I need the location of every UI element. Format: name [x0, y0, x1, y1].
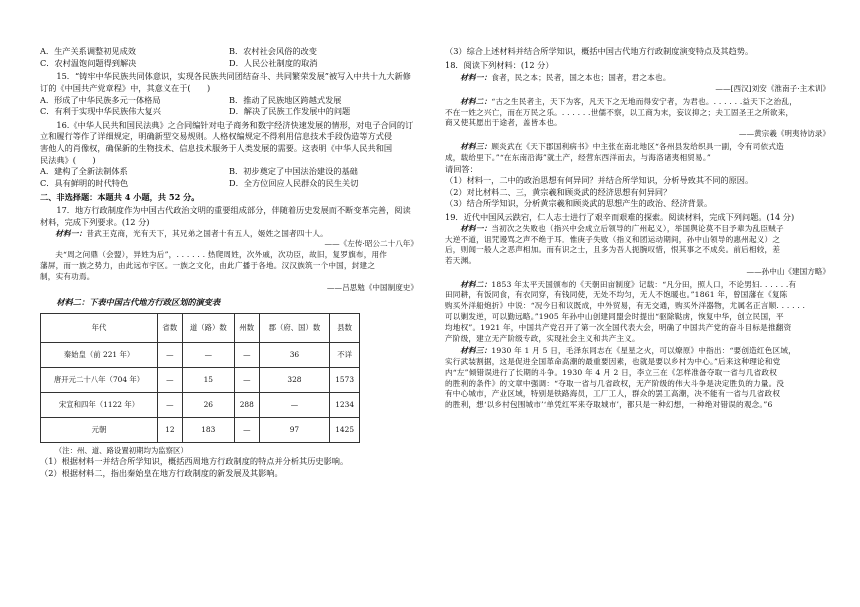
q19-material-3-line-1 — [445, 346, 830, 357]
table-cell: 1234 — [330, 392, 360, 417]
material-label: 材料一： — [460, 73, 492, 83]
q19-material-1-line-3: 后，则闻一般人之恶声相加。而有识之士，且多为吾人扼腕叹惜，恨其事之不成矣。前后相较，差 — [445, 245, 781, 255]
q19-material-3-line-6: 的胜利，想‘以乡村包围城市’‘单凭红军来夺取城市’，都只是一种幻想，一种绝对错误的观念。”6 — [445, 400, 773, 410]
material-text: 当初次之失败也（指兴中会成立后领导的广州起义），举国舆论莫不目予辈为乱臣贼子 — [491, 223, 784, 233]
table-cell: — — [182, 342, 234, 367]
material-text: “古之生民者主，天下为客，凡天下之无地而得安宁者，为君也。. . . . . .益天下之治乱， — [491, 96, 797, 106]
q19-material-1-line-4: 若天渊。 — [445, 256, 477, 266]
table-header-row — [41, 313, 360, 342]
q18-material-2-source: ——黄宗羲《明夷待访录》 — [738, 129, 830, 139]
q15-option-b: B．推动了民族地区跨越式发展 — [229, 94, 342, 105]
q18-material-1 — [445, 73, 830, 84]
q15-options-row-1 — [40, 95, 418, 107]
q19-material-1-source: ——孙中山《建国方略》 — [746, 266, 830, 276]
table-header-cell: 年代 — [41, 313, 158, 342]
q14-option-d: D．人民公社制度的取消 — [229, 57, 318, 68]
q15-option-d: D．解决了民族工作发展中的问题 — [229, 106, 351, 117]
q19-material-3-line-2: 实行武装割据，这是促进全国革命高潮的最重要因素，也就是要以乡村为中心。”后来这种理论和党 — [445, 357, 781, 367]
section-heading: 二、非选择题：本题共 4 小题，共 52 分。 — [40, 191, 200, 202]
q18-requirement-3: （3）结合所学知识，分析黄宗羲和顾炎武的思想产生的政治、经济背景。 — [445, 198, 713, 209]
q17-material-1b-source: ——吕思勉《中国制度史》 — [326, 282, 418, 292]
q17-requirement-2: （2）根据材料二，指出秦始皇在地方行政制度的新发展及其影响。 — [40, 468, 283, 479]
q17-table-label: 材料二：下表中国古代地方行政区划的演变表 — [56, 297, 221, 308]
material-label: 材料三： — [460, 346, 492, 356]
table-row — [41, 417, 360, 442]
table-cell: — — [158, 367, 183, 392]
q19-material-2-line-2: 田同耕，有饭同食，有衣同穿，有钱同使，无处不均匀，无人不饱暖也。”1861 年，曾国藩在《复陈 — [445, 290, 788, 300]
q16-option-d: D．全方位回应人民群众的民生关切 — [229, 178, 359, 189]
q18-requirement-2: （2）对比材料二、三，黄宗羲和顾炎武的经济思想有何异同？ — [445, 186, 672, 197]
q17-material-1 — [40, 229, 418, 240]
q16-stem-line-4: 民法典》( ) — [40, 154, 96, 165]
table-row — [41, 367, 360, 392]
q17-table-note: （注：州、道、路设置初期均为监察区） — [54, 445, 188, 455]
table-cell: 1573 — [330, 367, 360, 392]
q18-material-3-line-2: 成，载给里下。”“在东南沿海”就土产，经营东西洋而去，与海洛诸夷相贸易。” — [445, 152, 711, 162]
q15-stem-line-1: 15．“铸牢中华民族共同体意识，实现各民族共同团结奋斗、共同繁荣发展”被写入中共十九大新修 — [56, 71, 411, 82]
q17-stem-line-2: 材料，完成下列要求。(12 分) — [40, 216, 150, 227]
table-row — [41, 392, 360, 417]
q16-option-c: C．具有鲜明的时代特色 — [40, 178, 129, 189]
table-cell: 不详 — [330, 342, 360, 367]
q19-material-2-line-6: 产阶级，建立无产阶级专政，实现社会主义和共产主义。 — [445, 333, 640, 343]
q16-stem-line-2: 立和履行等作了详细规定，明确新型交易规则。人格权编规定不得利用信息技术手段伪造等方式侵 — [40, 131, 393, 142]
q16-options-row-2 — [40, 178, 418, 190]
q16-stem-line-1: 16.《中华人民共和国民法典》之合同编针对电子商务和数字经济快速发展的情形，对电子合同的订 — [56, 119, 414, 130]
q17-material-1b-line-2: 藩屏，而一族之势力，由此远布宇区。一族之文化，由此广播于各地。汉汉族筑一个中国，封建之 — [40, 260, 376, 270]
q17-requirement-1: （1）根据材料一并结合所学知识，概括西周地方行政制度的特点并分析其历史影响。 — [40, 456, 349, 467]
table-cell: 36 — [259, 342, 330, 367]
material-label: 材料二： — [460, 96, 492, 106]
q18-material-1-source: ——[西汉]刘安《淮南子·主术训》 — [715, 84, 830, 94]
admin-division-table — [40, 313, 360, 443]
table-cell: 183 — [182, 417, 234, 442]
table-cell: — — [234, 417, 259, 442]
q17-requirement-3: （3）综合上述材料并结合所学知识，概括中国古代地方行政制度演变特点及其趋势。 — [445, 46, 754, 56]
q15-options-row-2 — [40, 106, 418, 118]
q19-material-2-line-1 — [445, 280, 830, 291]
q18-material-2-line-1 — [445, 97, 830, 108]
table-cell: 26 — [182, 392, 234, 417]
q18-requirement-1: （1）材料一，二中的政治思想有何异同？并结合所学知识，分析导致其不同的原因。 — [445, 175, 754, 186]
table-header-cell: 州数 — [234, 313, 259, 342]
q17-material-1b-line-1: 夫“周之问鼎（会盟），异姓为后”，. . . . . . 热爬周姓，次外戚，次功臣，故旧，复罗旗布，用作 — [55, 250, 388, 260]
material-text: 顾炎武在《天下郡国利病书》中主张在南北地区“各州县发给织具一副，令有司依式造 — [491, 141, 784, 151]
table-header-cell: 郡（府、国）数 — [259, 313, 330, 342]
table-cell: 12 — [158, 417, 183, 442]
q15-option-a: A．形成了中华民族多元一体格局 — [40, 94, 161, 105]
left-column — [40, 46, 418, 480]
table-header-cell: 县数 — [330, 313, 360, 342]
table-cell: 15 — [182, 367, 234, 392]
q15-stem-line-2: 订的《中国共产党章程》中，其意义在于( ) — [40, 82, 211, 93]
material-quote: 食者，民之本；民者，国之本也；国者，君之本也。 — [491, 73, 671, 83]
table-cell: — — [158, 392, 183, 417]
table-cell: 1425 — [330, 417, 360, 442]
material-label: 材料一： — [55, 228, 87, 238]
q17-material-1-source: ——《左传·昭公二十八年》 — [324, 239, 418, 249]
material-label: 材料一： — [460, 223, 492, 233]
q16-stem-line-3: 害他人的肖像权，确保新的生物技术、信息技术服务于人类发展的需要。这表明《中华人民共和国 — [40, 143, 393, 154]
table-row — [41, 342, 360, 367]
material-quote: 昔武王克商，光有天下，其兄弟之国者十有五人，姬姓之国者四十人。 — [86, 228, 328, 238]
table-cell: 秦始皇（前 221 年） — [41, 342, 158, 367]
table-header-cell: 省数 — [158, 313, 183, 342]
q18-material-3-line-1 — [445, 142, 830, 153]
q19-material-3-line-4: 的胜利的条件》的文章中强调：“夺取一省与几省政权，无产阶级的伟大斗争是决定胜负的力量。没 — [445, 378, 785, 388]
q19-material-3-line-3: 内“左”倾错误进行了长期的斗争。1930 年 4 月 2 日，李立三在《怎样准备夺取一省与几省政权 — [445, 367, 777, 377]
table-cell: — — [259, 392, 330, 417]
q15-option-c: C．有利于实现中华民族伟大复兴 — [40, 106, 161, 117]
material-label: 材料二： — [460, 279, 492, 289]
q14-option-a: A．生产关系调整初见成效 — [40, 46, 136, 56]
table-cell: 唐开元二十八年（704 年） — [41, 367, 158, 392]
q16-option-a: A．建构了全新法制体系 — [40, 166, 128, 177]
q18-material-2-line-3: 商又使其愿出于途者，盖皆本也。 — [445, 118, 562, 128]
table-header-cell: 道（路）数 — [182, 313, 234, 342]
table-cell: 328 — [259, 367, 330, 392]
table-cell: — — [234, 367, 259, 392]
q19-material-2-line-3: 购买外洋船炮折》中说：“况今日和议既成，中外贸易，有无交通，购买外洋器物，尤属名正言顺. . . . . . — [445, 301, 806, 311]
q16-option-b: B．初步奠定了中国法治建设的基础 — [229, 166, 358, 177]
q17-stem-line-1: 17．地方行政制度作为中国古代政治文明的重要组成部分，伴随着历史发展而不断变革完善，阅读 — [56, 205, 411, 216]
q19-material-1-line-2: 大逆不道，诅咒谩骂之声不绝于耳．惟庚子失败（指义和团运动期间，孙中山领导的惠州起义）之 — [445, 234, 781, 244]
q18-material-2-line-2: 不在一姓之兴亡，而在万民之乐。. . . . . .世儒不察，以工商为末，妄议抑之；夫工固圣王之所欲来， — [445, 107, 794, 117]
material-text: 1853 年太平天国颁布的《天朝田亩制度》记载：“凡分田，照人口，不论男妇. . . . . .有 — [491, 279, 797, 289]
q19-material-3-line-5: 有中心城市，产业区域，特别是铁路海员，工厂工人，群众的罢工高潮，决不能有一省与几省政权 — [445, 389, 781, 399]
q18-prompt: 请回答： — [445, 163, 478, 174]
q16-options-row-1 — [40, 166, 418, 178]
table-cell: 288 — [234, 392, 259, 417]
q14-option-b: B．农村社会风俗的改变 — [229, 46, 317, 56]
q19-material-2-line-5: 均地权”。1921 年，中国共产党召开了第一次全国代表大会，明确了中国共产党的奋斗目标是推翻资 — [445, 322, 792, 332]
table-cell: 97 — [259, 417, 330, 442]
right-column — [445, 46, 830, 411]
q17-material-1b-line-3: 制，实有功焉。 — [40, 271, 95, 281]
material-text: 1930 年 1 月 5 日，毛泽东同志在《星星之火，可以燎原》中指出：“要创造红色区域， — [491, 346, 796, 356]
q14-options-row-2 — [40, 58, 418, 70]
q18-stem: 18．阅读下列材料：(12 分） — [445, 59, 554, 70]
q19-stem: 19．近代中国风云跌宕，仁人志士进行了艰辛而艰难的探索。阅读材料，完成下列问题。(14 分) — [445, 212, 795, 223]
material-label: 材料三： — [460, 141, 492, 151]
table-cell: 元朝 — [41, 417, 158, 442]
q19-material-2-line-4: 可以剿发逆，可以勤远略。”1905 年孙中山创建同盟会时提出“驱除鞑虏，恢复中华，创立民国，平 — [445, 311, 784, 321]
table-cell: 宋宣和四年（1122 年） — [41, 392, 158, 417]
q14-option-c: C．农村温饱问题得到解决 — [40, 57, 137, 68]
table-cell: — — [158, 342, 183, 367]
table-cell: — — [234, 342, 259, 367]
q19-material-1-line-1 — [445, 224, 830, 235]
q14-options-row-1 — [40, 46, 418, 58]
